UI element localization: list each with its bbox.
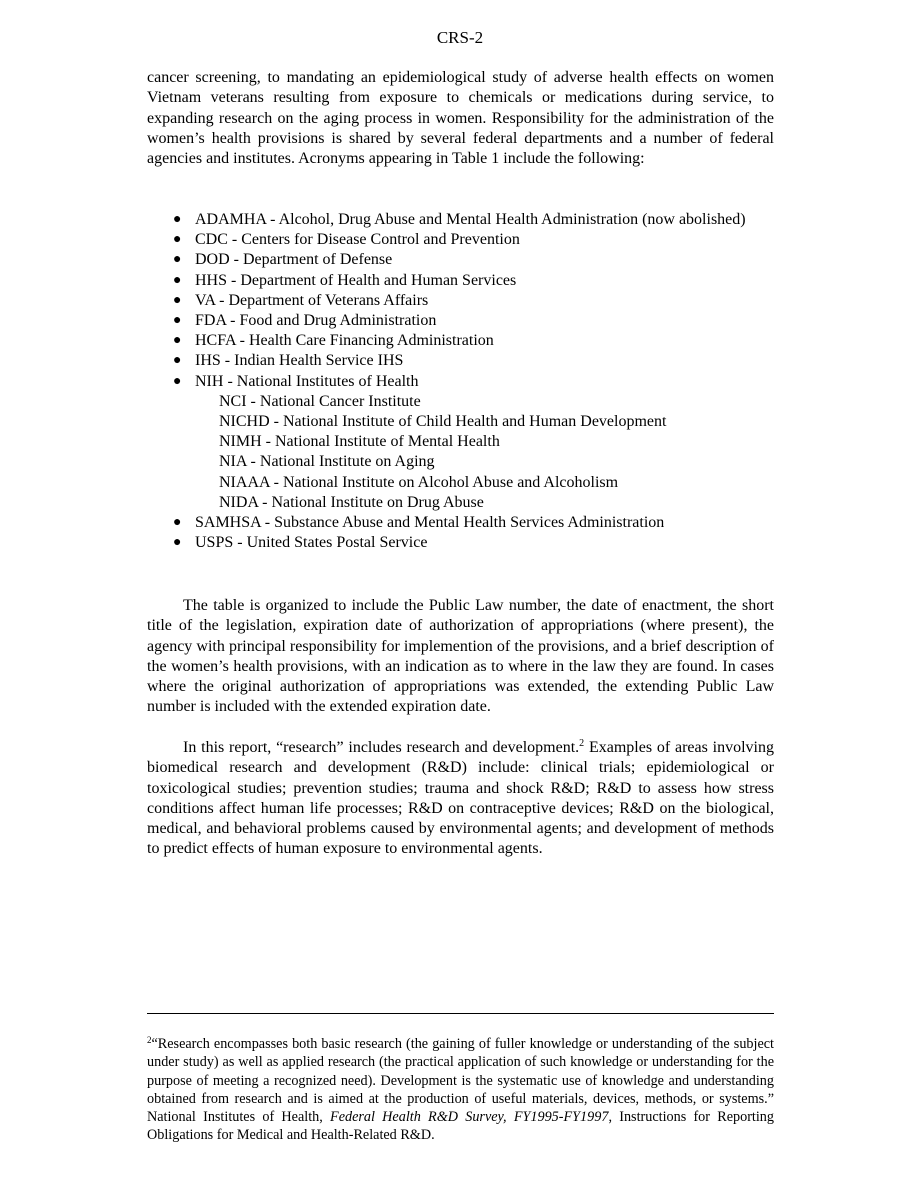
- footnote-divider: [147, 1013, 774, 1014]
- bullet-icon: ●: [173, 212, 182, 227]
- list-item: [147, 291, 774, 311]
- acronym-text: USPS - United States Postal Service: [195, 534, 428, 552]
- footnote-source-title: Federal Health R&D Survey, FY1995-FY1997: [330, 1109, 609, 1126]
- list-item: [147, 533, 774, 553]
- bullet-icon: ●: [173, 252, 182, 268]
- sub-list-item: NCI - National Cancer Institute: [219, 392, 421, 410]
- acronym-text: HCFA - Health Care Financing Administration: [195, 332, 494, 350]
- list-item: [147, 513, 774, 533]
- sub-list-item: NIAAA - National Institute on Alcohol Abuse and Alcoholism: [219, 473, 619, 491]
- footnote-reference[interactable]: 2: [579, 738, 585, 749]
- bullet-icon: ●: [173, 333, 182, 349]
- paragraph-text: In this report, “research” includes research and development.: [183, 739, 580, 756]
- bullet-icon: ●: [173, 373, 182, 389]
- bullet-icon: ●: [173, 232, 182, 248]
- acronym-text: SAMHSA - Substance Abuse and Mental Health Services Administration: [195, 514, 665, 532]
- list-item: [147, 271, 774, 291]
- bullet-icon: ●: [173, 535, 182, 551]
- footnote-source-rest: , Instructions for Reporting Obligations for Medical and Health-Related R&D.: [147, 1109, 774, 1144]
- table-organization-paragraph: The table is organized to include the Public Law number, the date of enactment, the short title of the legislation, expiration date of authorization of appropriations (where present), the agency with principal responsibility for implemention of the provisions, and a brief description of the women’s health provisions, with an indication as to where in the law they are found. In cases where the original authorization of appropriations was extended, the extending Public Law number is included with the extended expiration date.: [147, 597, 774, 716]
- list-item: [147, 331, 774, 351]
- page-header: CRS-2: [436, 28, 484, 47]
- list-item: [147, 311, 774, 331]
- acronym-text: IHS - Indian Health Service IHS: [195, 352, 404, 370]
- paragraph-text: Examples of areas involving biomedical research and development (R&D) include: clinical trials; epidemiological or toxicological studies; prevention studies; trauma and shock R&D; R&D to assess how stress conditions affect human life processes; R&D on contraceptive devices; R&D on the biological, medical, and behavioral problems caused by environmental agents; and development of methods to predict effects of human exposure to environmental agents.: [147, 739, 774, 858]
- bullet-icon: ●: [173, 292, 182, 308]
- acronym-text: ADAMHA - Alcohol, Drug Abuse and Mental Health Administration (now abolished): [195, 211, 746, 228]
- nih-institute-list: [195, 392, 774, 513]
- bullet-icon: ●: [173, 272, 182, 288]
- sub-list-item: NIA - National Institute on Aging: [219, 453, 435, 471]
- list-item: [147, 230, 774, 250]
- research-definition-paragraph: [147, 738, 774, 860]
- acronym-text: FDA - Food and Drug Administration: [195, 312, 437, 330]
- sub-list-item: NIDA - National Institute on Drug Abuse: [219, 493, 484, 511]
- intro-paragraph: cancer screening, to mandating an epidemiological study of adverse health effects on women Vietnam veterans resulting from exposure to chemicals or medications during service, to expanding research on the aging process in women. Responsibility for the administration of the women’s health provisions is shared by several federal departments and a number of federal agencies and institutes. Acronyms appearing in Table 1 include the following:: [147, 69, 774, 168]
- bullet-icon: ●: [173, 313, 182, 329]
- acronym-text: VA - Department of Veterans Affairs: [195, 291, 429, 309]
- list-item: [147, 372, 774, 513]
- acronym-text: HHS - Department of Health and Human Services: [195, 271, 517, 289]
- bullet-icon: ●: [173, 515, 182, 531]
- bullet-icon: ●: [173, 353, 182, 369]
- sub-list-item: NICHD - National Institute of Child Health and Human Development: [219, 413, 667, 431]
- acronym-list: [147, 210, 774, 553]
- acronym-text: CDC - Centers for Disease Control and Prevention: [195, 231, 520, 249]
- footnote: [147, 1035, 774, 1145]
- footnote-marker: 2: [147, 1035, 152, 1045]
- sub-list-item: NIMH - National Institute of Mental Health: [219, 433, 500, 451]
- list-item: [147, 250, 774, 270]
- list-item: [147, 351, 774, 371]
- footnote-text: “Research encompasses both basic research (the gaining of fuller knowledge or understanding of the subject under study) as well as applied research (the practical application of such knowledge or understanding for the purpose of meeting a recognized need). Development is the systematic use of knowledge and understanding obtained from research and is aimed at the production of useful materials, devices, methods, or systems.” National Institutes of Health,: [147, 1036, 774, 1126]
- acronym-text: NIH - National Institutes of Health: [195, 372, 419, 390]
- list-item: [147, 210, 774, 230]
- acronym-text: DOD - Department of Defense: [195, 251, 393, 269]
